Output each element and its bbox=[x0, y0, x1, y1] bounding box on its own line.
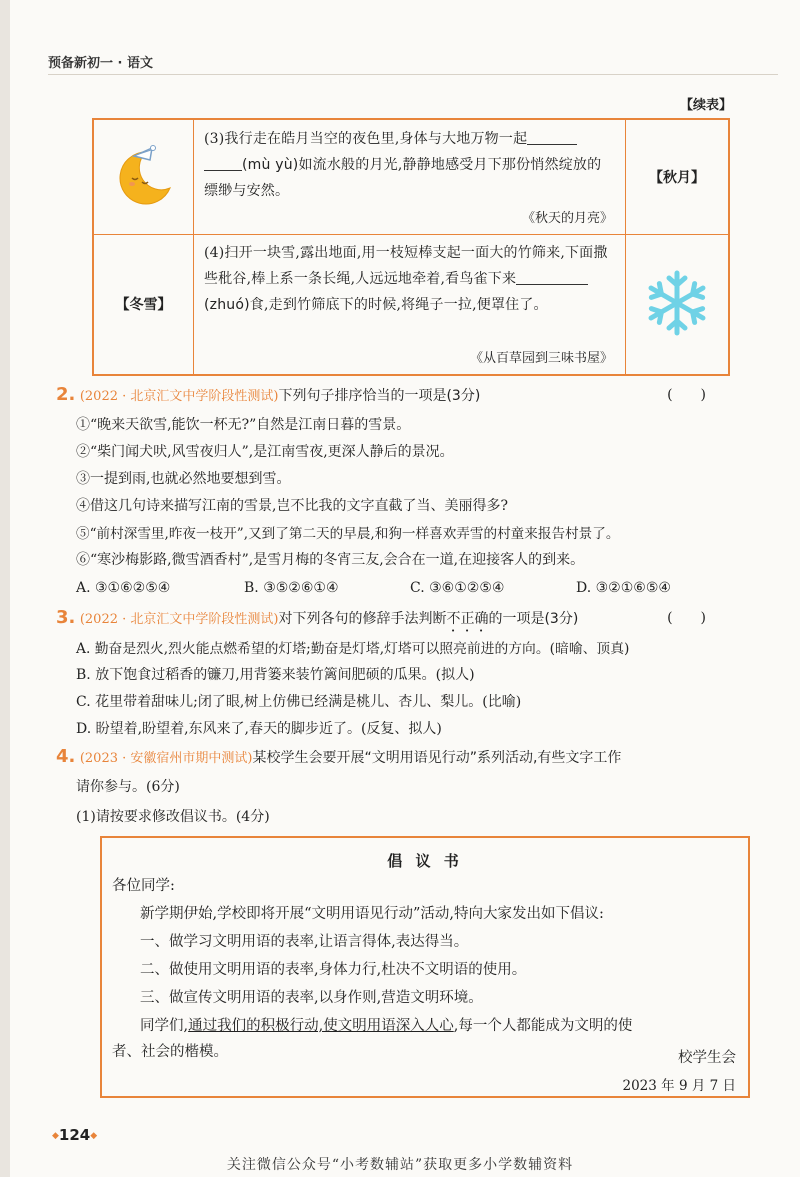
answer-paren[interactable]: ( ) bbox=[667, 387, 706, 403]
question-3-source: (2022 · 北京汇文中学阶段性测试) bbox=[79, 612, 279, 627]
list-item: ③一提到雨,也就必然地要想到雪。 bbox=[76, 471, 291, 487]
option-a[interactable]: A. 勤奋是烈火,烈火能点燃希望的灯塔;勤奋是灯塔,灯塔可以照亮前进的方向。(暗喻、顶真) bbox=[76, 641, 630, 657]
option-b[interactable]: B. ③⑤②⑥①④ bbox=[244, 580, 339, 596]
question-3-text-b: 的一项是(3分) bbox=[488, 611, 579, 627]
proposal-closing: 同学们,通过我们的积极行动,使文明用语深入人心,每一个人都能成为文明的使 bbox=[140, 1018, 633, 1034]
option-d[interactable]: D. 盼望着,盼望着,东风来了,春天的脚步近了。(反复、拟人) bbox=[76, 721, 442, 737]
question-3-text-a: 对下列各句的修辞手法判断 bbox=[278, 611, 447, 627]
question-4-text-b: 请你参与。(6分) bbox=[76, 779, 180, 795]
question-2-source: (2022 · 北京汇文中学阶段性测试) bbox=[79, 389, 279, 404]
option-b[interactable]: B. 放下饱食过稻香的镰刀,用背篓来装竹篱间肥硕的瓜果。(拟人) bbox=[76, 667, 475, 683]
underlined-sentence: 通过我们的积极行动,使文明用语深入人心 bbox=[188, 1018, 454, 1034]
sleeping-moon-icon bbox=[112, 144, 176, 208]
page-header: 预备新初一 · 语文 bbox=[48, 56, 153, 71]
proposal-signature: 校学生会 bbox=[678, 1050, 736, 1066]
question-3-stem bbox=[56, 607, 756, 635]
question-4-number: 4. bbox=[56, 746, 76, 767]
answer-paren[interactable]: ( ) bbox=[667, 610, 706, 626]
table-row bbox=[94, 234, 728, 374]
moon-source: 《秋天的月亮》 bbox=[521, 211, 613, 226]
footer-note: 关注微信公众号“小考数辅站”获取更多小学数辅资料 bbox=[226, 1157, 574, 1173]
moon-text-cell bbox=[194, 120, 626, 234]
option-a[interactable]: A. ③①⑥②⑤④ bbox=[76, 580, 171, 596]
continued-label: 【续表】 bbox=[679, 98, 732, 113]
list-item: 三、做宣传文明用语的表率,以身作则,营造文明环境。 bbox=[140, 990, 483, 1006]
question-4-stem bbox=[56, 746, 756, 767]
question-4-sub-1: (1)请按要求修改倡议书。(4分) bbox=[76, 809, 270, 825]
question-3-number: 3. bbox=[56, 607, 76, 628]
list-item: ②“柴门闻犬吠,风雪夜归人”,是江南雪夜,更深人静后的景况。 bbox=[76, 444, 454, 460]
header-rule bbox=[48, 74, 778, 75]
proposal-closing-end: 者、社会的楷模。 bbox=[112, 1044, 228, 1060]
option-d[interactable]: D. ③②①⑥⑤④ bbox=[576, 580, 671, 596]
snow-text-cell bbox=[194, 234, 626, 374]
option-c[interactable]: C. 花里带着甜味儿;闭了眼,树上仿佛已经满是桃儿、杏儿、梨儿。(比喻) bbox=[76, 694, 522, 710]
question-2-stem bbox=[56, 384, 756, 405]
diamond-icon: ◆ bbox=[52, 1131, 59, 1141]
table-row bbox=[94, 120, 728, 235]
diamond-icon: ◆ bbox=[90, 1131, 98, 1141]
snow-text-a: (4)扫开一块雪,露出地面,用一枝短棒支起一面大的竹筛来,下面撒些秕谷,棒上系一条长绳,人远远地牵着,看鸟雀下来 bbox=[204, 245, 608, 287]
option-c[interactable]: C. ③⑥①②⑤④ bbox=[410, 580, 505, 596]
question-3-emphasis: 不正确 bbox=[446, 611, 489, 627]
list-item: ①“晚来天欲雪,能饮一杯无?”自然是江南日暮的雪景。 bbox=[76, 417, 411, 433]
snowflake-icon bbox=[642, 268, 712, 338]
winter-snow-label-cell bbox=[94, 234, 194, 374]
proposal-date: 2023 年 9 月 7 日 bbox=[622, 1078, 736, 1094]
snow-source: 《从百草园到三味书屋》 bbox=[469, 351, 613, 366]
autumn-moon-label-cell bbox=[626, 120, 728, 234]
moon-cell bbox=[94, 120, 194, 234]
proposal-box bbox=[100, 836, 750, 1098]
moon-pinyin: (mù yù) bbox=[242, 157, 299, 173]
autumn-moon-label: 【秋月】 bbox=[649, 170, 705, 186]
snowflake-cell bbox=[626, 234, 728, 374]
question-2-number: 2. bbox=[56, 384, 76, 405]
list-item: ⑤“前村深雪里,昨夜一枝开”,又到了第二天的早晨,和狗一样喜欢弄雪的村童来报告村景了。 bbox=[76, 526, 620, 542]
proposal-title: 倡 议 书 bbox=[387, 852, 463, 870]
list-item: ⑥“寒沙梅影路,微雪酒香村”,是雪月梅的冬宵三友,会合在一道,在迎接客人的到来。 bbox=[76, 552, 585, 568]
answer-blank-1[interactable] bbox=[527, 130, 577, 145]
proposal-intro: 新学期伊始,学校即将开展“文明用语见行动”活动,特向大家发出如下倡议: bbox=[140, 906, 604, 922]
list-item: 一、做学习文明用语的表率,让语言得体,表达得当。 bbox=[140, 934, 469, 950]
moon-text-a: (3)我行走在皓月当空的夜色里,身体与大地万物一起 bbox=[204, 131, 528, 147]
proposal-greeting: 各位同学: bbox=[112, 878, 175, 894]
snow-pinyin: (zhuó) bbox=[204, 297, 250, 313]
question-4-source: (2023 · 安徽宿州市期中测试) bbox=[79, 751, 253, 766]
winter-snow-label: 【冬雪】 bbox=[115, 297, 172, 313]
question-2-text: 下列句子排序恰当的一项是(3分) bbox=[278, 388, 481, 404]
page-number: ◆124◆ bbox=[52, 1126, 98, 1144]
question-4-text-a: 某校学生会要开展“文明用语见行动”系列活动,有些文字工作 bbox=[252, 750, 622, 766]
snow-text-b: 食,走到竹筛底下的时候,将绳子一拉,便罩住了。 bbox=[249, 297, 548, 313]
page-edge-strip bbox=[0, 0, 10, 1177]
moon-text-b: 如流水般的月光,静静地感受月下那份悄然绽放的缥缈与安然。 bbox=[204, 157, 602, 199]
list-item: ④借这几句诗来描写江南的雪景,岂不比我的文字直截了当、美丽得多? bbox=[76, 498, 508, 514]
season-table bbox=[92, 118, 730, 376]
list-item: 二、做使用文明用语的表率,身体力行,杜决不文明语的使用。 bbox=[140, 962, 527, 978]
answer-blank-2[interactable] bbox=[204, 156, 242, 171]
answer-blank-3[interactable] bbox=[516, 270, 588, 285]
